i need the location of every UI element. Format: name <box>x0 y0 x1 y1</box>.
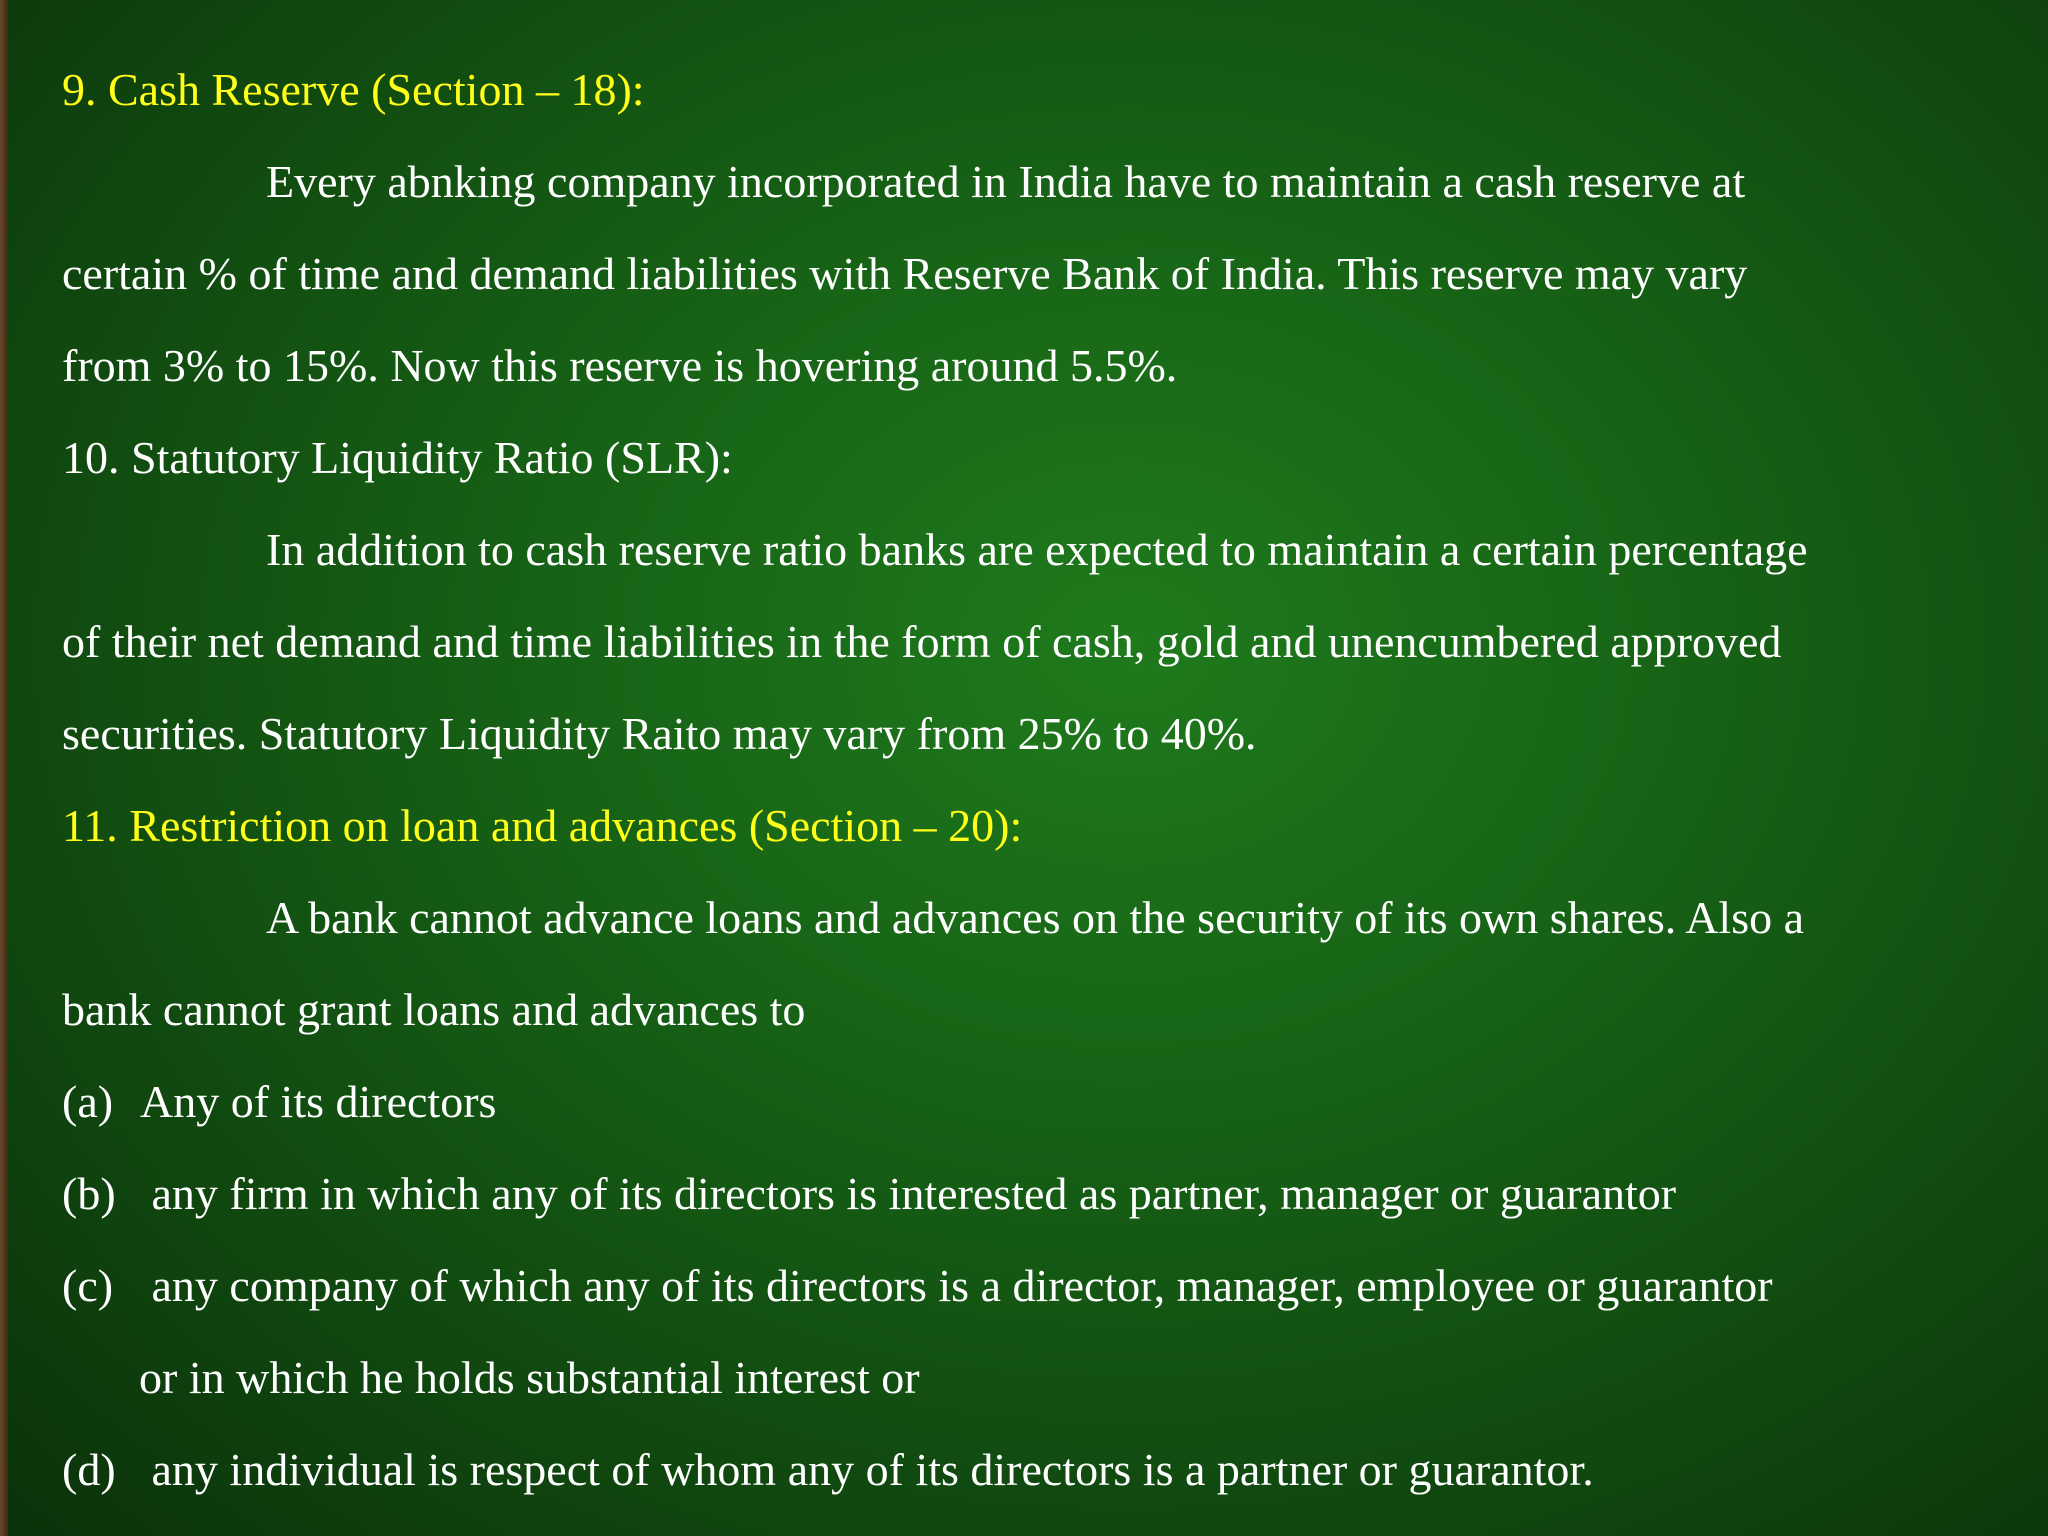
list-item-c <box>62 1258 1773 1314</box>
list-item-b-text: any firm in which any of its directors is interested as partner, manager or guarantor <box>140 1168 1677 1219</box>
section-11-paragraph-line-1: A bank cannot advance loans and advances on the security of its own shares. Also a <box>266 892 1805 943</box>
list-item-d-label: (d) <box>62 1444 116 1495</box>
section-11-paragraph-line-2: bank cannot grant loans and advances to <box>62 984 806 1035</box>
list-item-c-label: (c) <box>62 1260 114 1311</box>
section-10-paragraph-line-3: securities. Statutory Liquidity Raito may vary from 25% to 40%. <box>62 708 1257 759</box>
section-10-heading: 10. Statutory Liquidity Ratio (SLR): <box>62 432 733 483</box>
section-10-paragraph-line-1: In addition to cash reserve ratio banks are expected to maintain a certain percentage <box>266 524 1808 575</box>
list-item-a-text: Any of its directors <box>140 1076 497 1127</box>
list-item-d <box>62 1442 1594 1498</box>
list-item-c-text: any company of which any of its directors is a director, manager, employee or guarantor <box>140 1260 1773 1311</box>
section-9-heading: 9. Cash Reserve (Section – 18): <box>62 64 645 115</box>
list-item-b <box>62 1166 1676 1222</box>
section-9-paragraph-line-3: from 3% to 15%. Now this reserve is hovering around 5.5%. <box>62 340 1178 391</box>
list-item-c-continuation: or in which he holds substantial interest or <box>139 1352 920 1403</box>
section-9-paragraph-line-2: certain % of time and demand liabilities with Reserve Bank of India. This reserve may vary <box>62 248 1748 299</box>
list-item-a-label: (a) <box>62 1076 114 1127</box>
section-9-paragraph-line-1: Every abnking company incorporated in India have to maintain a cash reserve at <box>266 156 1746 207</box>
section-11-heading: 11. Restriction on loan and advances (Section – 20): <box>62 800 1023 851</box>
list-item-a <box>62 1074 496 1130</box>
section-10-paragraph-line-2: of their net demand and time liabilities in the form of cash, gold and unencumbered approved <box>62 616 1782 667</box>
list-item-d-text: any individual is respect of whom any of its directors is a partner or guarantor. <box>140 1444 1594 1495</box>
list-item-b-label: (b) <box>62 1168 116 1219</box>
